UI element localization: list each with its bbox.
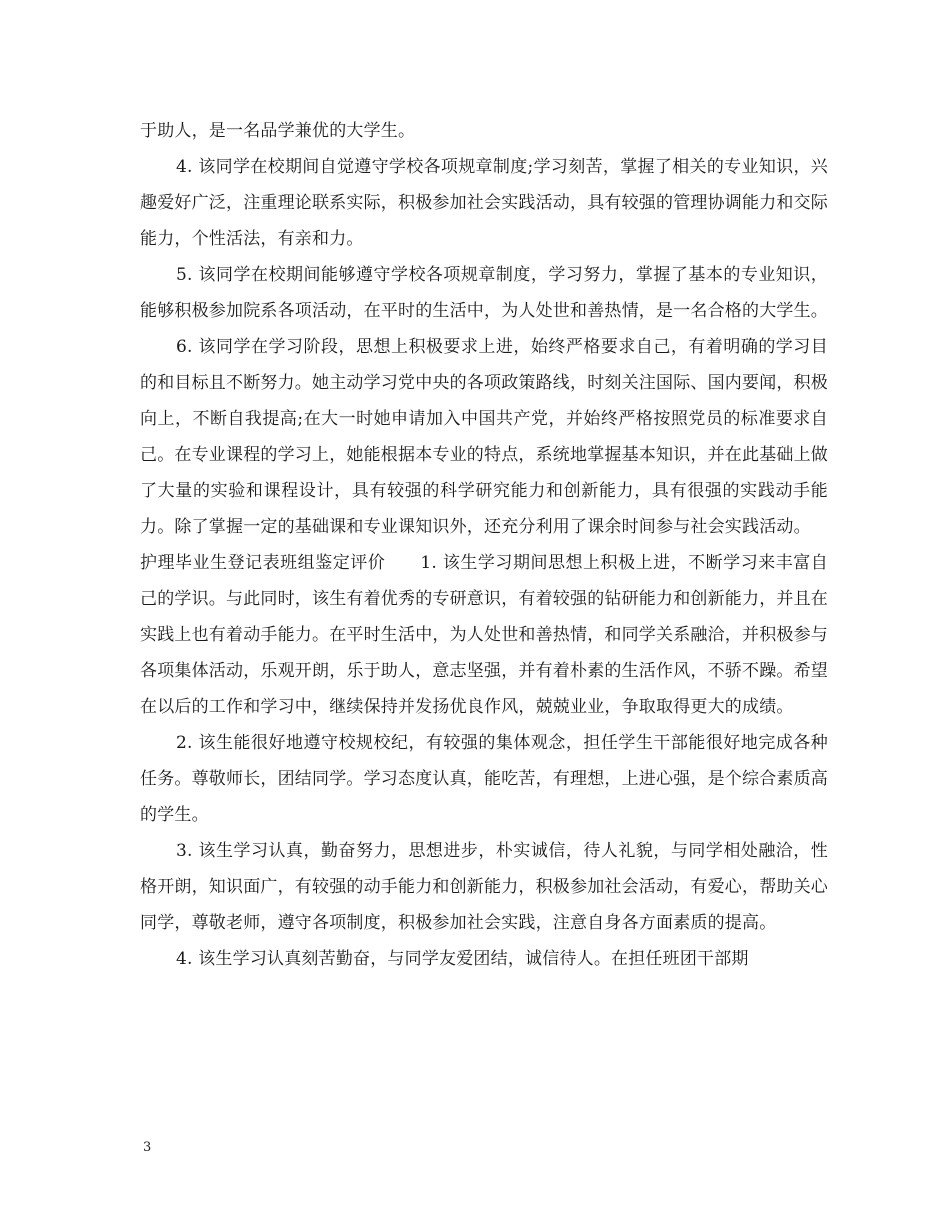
paragraph-4: 护理毕业生登记表班组鉴定评价 1. 该生学习期间思想上积极上进，不断学习来丰富自己的学识。与此同时，该生有着优秀的专研意识，有着较强的钻研能力和创新能力，并且在实践上也有着动手能力。在平时生活中，为人处世和善热情，和同学关系融洽，并积极参与各项集体活动，乐观开朗，乐于助人，意志坚强，并有着朴素的生活作风，不骄不躁。希望在以后的工作和学习中，继续保持并发扬优良作风，兢兢业业，争取取得更大的成绩。 — [140, 553, 828, 717]
paragraph-1: 4. 该同学在校期间自觉遵守学校各项规章制度;学习刻苦，掌握了相关的专业知识，兴趣爱好广泛，注重理论联系实际，积极参加社会实践活动，具有较强的管理协调能力和交际能力，个性活法，有亲和力。 — [140, 157, 828, 249]
document-body — [140, 113, 828, 977]
paragraph-3: 6. 该同学在学习阶段，思想上积极要求上进，始终严格要求自己，有着明确的学习目的和目标且不断努力。她主动学习党中央的各项政策路线，时刻关注国际、国内要闻，积极向上，不断自我提高;在大一时她申请加入中国共产党，并始终严格按照党员的标准要求自己。在专业课程的学习上，她能根据本专业的特点，系统地掌握基本知识，并在此基础上做了大量的实验和课程设计，具有较强的科学研究能力和创新能力，具有很强的实践动手能力。除了掌握一定的基础课和专业课知识外，还充分利用了课余时间参与社会实践活动。 — [140, 337, 828, 537]
paragraph-2: 5. 该同学在校期间能够遵守学校各项规章制度，学习努力，掌握了基本的专业知识，能够积极参加院系各项活动，在平时的生活中，为人处世和善热情，是一名合格的大学生。 — [140, 265, 828, 321]
page-number: 3 — [143, 1140, 152, 1155]
paragraph-6: 3. 该生学习认真，勤奋努力，思想进步，朴实诚信，待人礼貌，与同学相处融洽，性格开朗，知识面广，有较强的动手能力和创新能力，积极参加社会活动，有爱心，帮助关心同学，尊敬老师，遵守各项制度，积极参加社会实践，注意自身各方面素质的提高。 — [140, 841, 828, 933]
paragraph-5: 2. 该生能很好地遵守校规校纪，有较强的集体观念，担任学生干部能很好地完成各种任务。尊敬师长，团结同学。学习态度认真，能吃苦，有理想，上进心强，是个综合素质高的学生。 — [140, 733, 828, 825]
paragraph-7: 4. 该生学习认真刻苦勤奋，与同学友爱团结，诚信待人。在担任班团干部期 — [176, 949, 749, 969]
paragraph-0: 于助人，是一名品学兼优的大学生。 — [140, 121, 416, 141]
